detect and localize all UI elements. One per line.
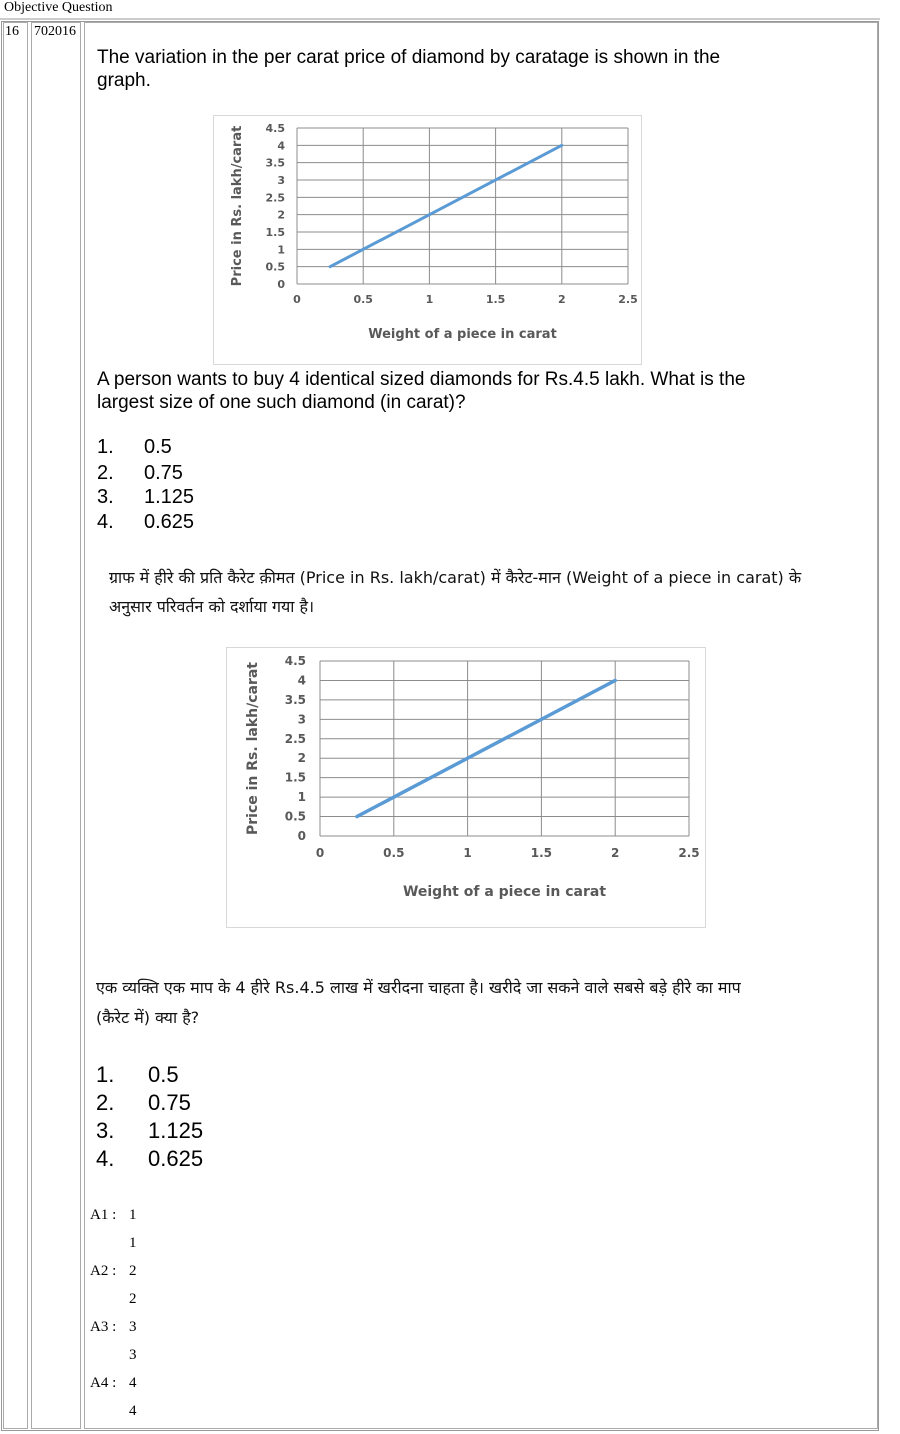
answer-value: 2 — [129, 1291, 137, 1307]
y-tick-label: 2 — [277, 208, 285, 222]
y-tick-label: 3.5 — [265, 156, 285, 170]
option-number: 2. — [96, 1090, 115, 1115]
x-tick-label: 1 — [425, 293, 434, 306]
y-axis-label: Price in Rs. lakh/carat — [230, 125, 245, 287]
line-chart — [227, 648, 707, 929]
y-tick-label: 3.5 — [284, 692, 306, 707]
question-number: 16 — [5, 24, 19, 39]
x-axis-label: Weight of a piece in carat — [402, 884, 607, 900]
x-tick-label: 2 — [557, 293, 566, 306]
chart-hindi — [226, 647, 706, 928]
answer-label: A2 : — [90, 1263, 117, 1279]
y-tick-label: 1.5 — [265, 226, 285, 239]
option-value: 1.125 — [148, 1118, 204, 1143]
x-tick-label: 1.5 — [530, 846, 553, 860]
x-tick-label: 1.5 — [485, 293, 506, 306]
y-tick-label: 4.5 — [265, 122, 285, 135]
question-line: The variation in the per carat price of diamond by caratage is shown in the — [97, 47, 721, 68]
answer-label: A4 : — [90, 1375, 117, 1391]
answer-value: 3 — [129, 1347, 137, 1363]
option-value: 0.75 — [144, 462, 183, 484]
y-tick-label: 1 — [277, 243, 285, 257]
answer-value: 2 — [129, 1263, 137, 1279]
x-tick-label: 1 — [463, 846, 472, 860]
x-axis-label: Weight of a piece in carat — [368, 327, 557, 342]
prompt-line: A person wants to buy 4 identical sized diamonds for Rs.4.5 lakh. What is the — [97, 369, 746, 390]
answer-label: A3 : — [90, 1319, 117, 1335]
x-tick-label: 0.5 — [383, 846, 405, 860]
prompt-line: (कैरेट में) क्या है? — [96, 1008, 200, 1027]
question-text-english — [97, 46, 797, 92]
x-tick-label: 2 — [611, 846, 620, 860]
option-number: 4. — [96, 1146, 115, 1171]
prompt-text-english — [97, 368, 797, 414]
y-tick-label: 4 — [277, 139, 285, 153]
option-value: 1.125 — [144, 486, 195, 508]
series-line — [357, 680, 615, 816]
line-chart — [214, 116, 643, 366]
option-number: 3. — [96, 1118, 115, 1143]
answer-value: 1 — [129, 1207, 137, 1223]
option-value: 0.75 — [148, 1090, 191, 1115]
x-tick-label: 2.5 — [678, 846, 700, 860]
y-tick-label: 2 — [297, 751, 306, 766]
option-value: 0.5 — [144, 436, 172, 458]
y-tick-label: 0.5 — [265, 260, 285, 274]
option-number: 1. — [96, 1062, 115, 1087]
prompt-text-hindi — [96, 973, 876, 1033]
question-number-cell — [3, 22, 28, 1429]
question-line: graph. — [97, 70, 151, 91]
y-tick-label: 2.5 — [265, 191, 285, 205]
y-tick-label: 3 — [277, 174, 285, 187]
x-tick-label: 0 — [293, 293, 301, 306]
y-tick-label: 4 — [297, 673, 306, 688]
option-value: 0.5 — [148, 1062, 179, 1087]
series-line — [330, 145, 562, 266]
option-number: 1. — [97, 436, 114, 458]
y-tick-label: 0.5 — [284, 809, 306, 824]
x-tick-label: 2.5 — [618, 293, 638, 306]
option-value: 0.625 — [148, 1146, 204, 1171]
answer-value: 4 — [129, 1403, 137, 1419]
answer-value: 4 — [129, 1375, 137, 1391]
y-tick-label: 4.5 — [284, 654, 306, 668]
option-number: 2. — [97, 462, 114, 484]
divider — [0, 18, 880, 20]
question-id-cell — [31, 22, 81, 1429]
question-text-hindi — [109, 563, 879, 621]
option-number: 4. — [97, 511, 114, 533]
question-line: अनुसार परिवर्तन को दर्शाया गया है। — [109, 597, 315, 616]
prompt-line: largest size of one such diamond (in carat)? — [97, 392, 466, 413]
question-line: ग्राफ में हीरे की प्रति कैरेट क़ीमत (Price in Rs. lakh/carat) में कैरेट-मान (Weight of a piece in carat) के — [109, 568, 802, 587]
option-number: 3. — [97, 486, 114, 508]
y-tick-label: 0 — [277, 278, 285, 291]
y-tick-label: 1.5 — [284, 770, 306, 785]
answer-value: 1 — [129, 1235, 137, 1251]
answer-value: 3 — [129, 1319, 137, 1335]
x-tick-label: 0.5 — [353, 293, 373, 306]
chart-english — [213, 115, 642, 365]
prompt-line: एक व्यक्ति एक माप के 4 हीरे Rs.4.5 लाख में खरीदना चाहता है। खरीदे जा सकने वाले सबसे बड़े हीरे का माप — [96, 978, 741, 997]
y-tick-label: 3 — [297, 712, 306, 727]
y-tick-label: 1 — [297, 790, 306, 805]
y-axis-label: Price in Rs. lakh/carat — [245, 661, 261, 836]
x-tick-label: 0 — [315, 846, 325, 860]
y-tick-label: 2.5 — [284, 731, 306, 746]
answer-label: A1 : — [90, 1207, 117, 1223]
section-title: Objective Question — [4, 0, 113, 15]
y-tick-label: 0 — [297, 829, 306, 843]
question-id: 702016 — [34, 24, 76, 39]
option-value: 0.625 — [144, 511, 195, 533]
